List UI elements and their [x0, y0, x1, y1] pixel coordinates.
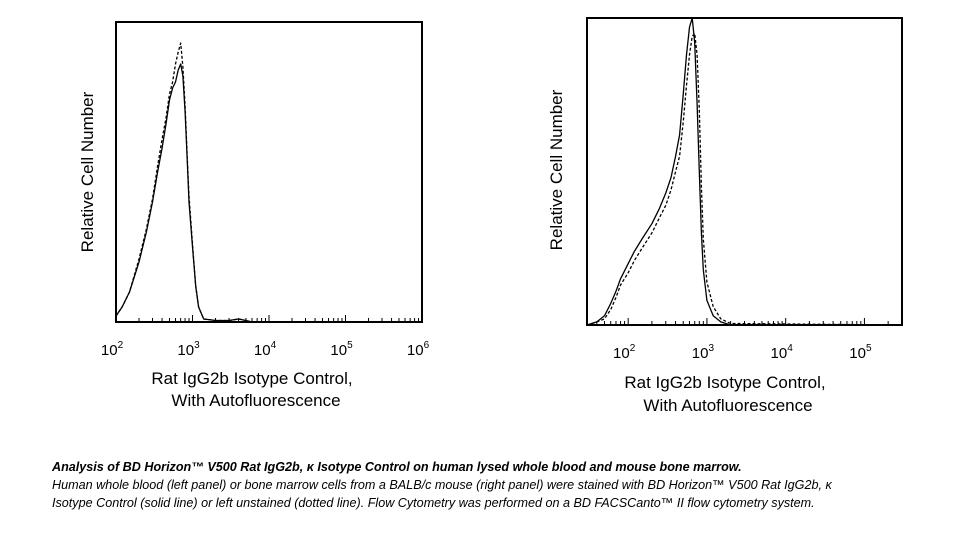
caption-body: Human whole blood (left panel) or bone marrow cells from a BALB/c mouse (right panel) were stained with BD Horizon™ V500 Rat IgG2b, κ Isotype Control (solid line) or left unstained (dotted line). Flow Cytometry was performed on a BD FACSCanto™ II flow cytometry system.	[52, 478, 832, 510]
caption-title: Analysis of BD Horizon™ V500 Rat IgG2b, κ Isotype Control on human lysed whole blood and mouse bone marrow.	[52, 460, 742, 474]
left-x-tick-labels	[101, 340, 430, 359]
right-x-axis-label-line1: Rat IgG2b Isotype Control,	[624, 373, 826, 392]
right-x-tick-label: $10^5$	[849, 343, 872, 362]
left-x-minor-ticks	[116, 315, 418, 322]
right-plot-frame	[587, 18, 902, 325]
right-x-tick-label: $10^4$	[770, 343, 793, 362]
right-series-solid-line	[587, 18, 902, 325]
right-series-dotted-line	[587, 33, 902, 325]
left-x-axis-label-line1: Rat IgG2b Isotype Control,	[151, 369, 353, 388]
right-x-tick-labels	[613, 343, 872, 362]
left-x-tick-label: $10^4$	[253, 340, 277, 359]
right-x-tick-label: $10^3$	[691, 343, 715, 362]
left-y-axis-label: Relative Cell Number	[78, 91, 97, 253]
left-x-axis-label-line2: With Autofluorescence	[171, 391, 341, 410]
left-series-group	[116, 43, 422, 322]
right-series-group	[587, 18, 902, 325]
left-series-dotted-line	[116, 43, 422, 322]
left-series-solid-line	[116, 64, 422, 322]
right-y-axis-label: Relative Cell Number	[547, 89, 566, 251]
left-histogram	[78, 22, 430, 410]
right-x-axis-label-line2: With Autofluorescence	[643, 396, 813, 415]
right-x-tick-label: $10^2$	[613, 343, 636, 362]
figure-caption	[52, 458, 872, 512]
right-histogram	[547, 18, 902, 415]
left-x-tick-label: $10^3$	[177, 340, 200, 359]
left-plot-frame	[116, 22, 422, 322]
left-x-tick-label: $10^6$	[406, 340, 430, 359]
left-x-tick-label: $10^2$	[100, 340, 124, 359]
left-x-tick-label: $10^5$	[330, 340, 353, 359]
